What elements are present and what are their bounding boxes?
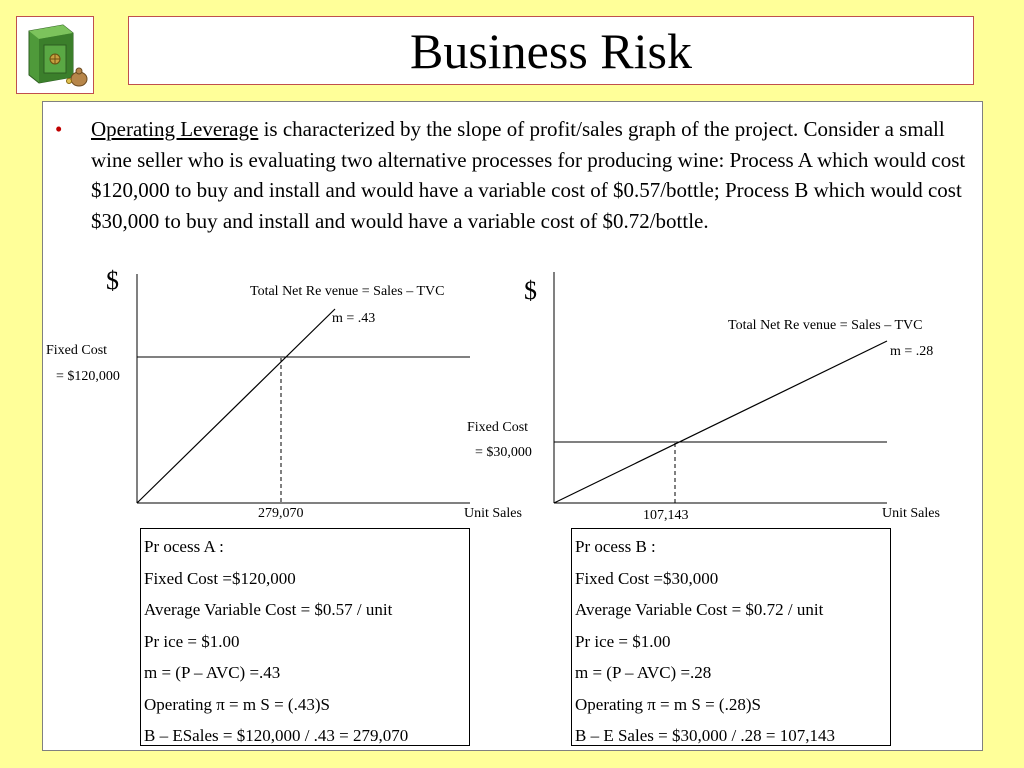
chart-b-slope-label: m = .28: [890, 344, 934, 359]
chart-b-revenue-line: [554, 341, 887, 503]
process-b-line: Pr ocess B :: [575, 537, 656, 556]
chart-b-fixed-cost-value: = $30,000: [475, 445, 532, 460]
chart-b-breakeven-label: 107,143: [643, 508, 689, 523]
chart-a-fixed-cost-label: Fixed Cost: [46, 343, 108, 358]
bullet-marker: •: [55, 117, 63, 141]
process-b-line: Operating π = m S = (.28)S: [575, 694, 761, 714]
chart-a-slope-label: m = .43: [332, 311, 376, 326]
process-a-line: Pr ocess A :: [144, 537, 224, 556]
process-b-line: Fixed Cost =$30,000: [575, 568, 719, 588]
process-b-line: Pr ice = $1.00: [575, 631, 671, 651]
chart-a-breakeven-label: 279,070: [258, 506, 304, 521]
term-operating-leverage: Operating Leverage: [91, 117, 259, 141]
process-b-box: [571, 528, 891, 746]
process-a-line: Fixed Cost =$120,000: [144, 568, 296, 588]
chart-a-revenue-line: [137, 309, 335, 503]
process-a-line: Average Variable Cost = $0.57 / unit: [144, 600, 393, 619]
process-b-line: B – E Sales = $30,000 / .28 = 107,143: [575, 726, 836, 745]
chart-b-y-label: $: [524, 276, 537, 305]
process-a-line: m = (P – AVC) =.43: [144, 663, 281, 682]
chart-a-x-label: Unit Sales: [464, 506, 522, 521]
slide-title: Business Risk: [409, 23, 692, 79]
chart-b-line-label: Total Net Re venue = Sales – TVC: [728, 318, 923, 333]
chart-b-x-label: Unit Sales: [882, 506, 940, 521]
chart-b-fixed-cost-label: Fixed Cost: [467, 420, 529, 435]
chart-a-line-label: Total Net Re venue = Sales – TVC: [250, 284, 445, 299]
chart-a-fixed-cost-value: = $120,000: [56, 369, 120, 384]
body-text: is characterized by the slope of profit/sales graph of the project. Consider a small wine seller who is evaluating two alternative processes for producing wine: Process A which would cost $120,000 to buy and install and would have a variable cost of $0.57/bottle; Process B which would cost $30,000 to buy and install and would have a variable cost of $0.72/bottle.: [91, 117, 966, 233]
process-a-line: B – ESales = $120,000 / .43 = 279,070: [144, 726, 409, 745]
process-b-line: Average Variable Cost = $0.72 / unit: [575, 600, 824, 619]
process-a-box: [140, 528, 470, 746]
process-b-line: m = (P – AVC) =.28: [575, 663, 712, 682]
process-a-line: Operating π = m S = (.43)S: [144, 694, 330, 714]
process-a-line: Pr ice = $1.00: [144, 631, 240, 651]
chart-a-y-label: $: [106, 266, 119, 295]
